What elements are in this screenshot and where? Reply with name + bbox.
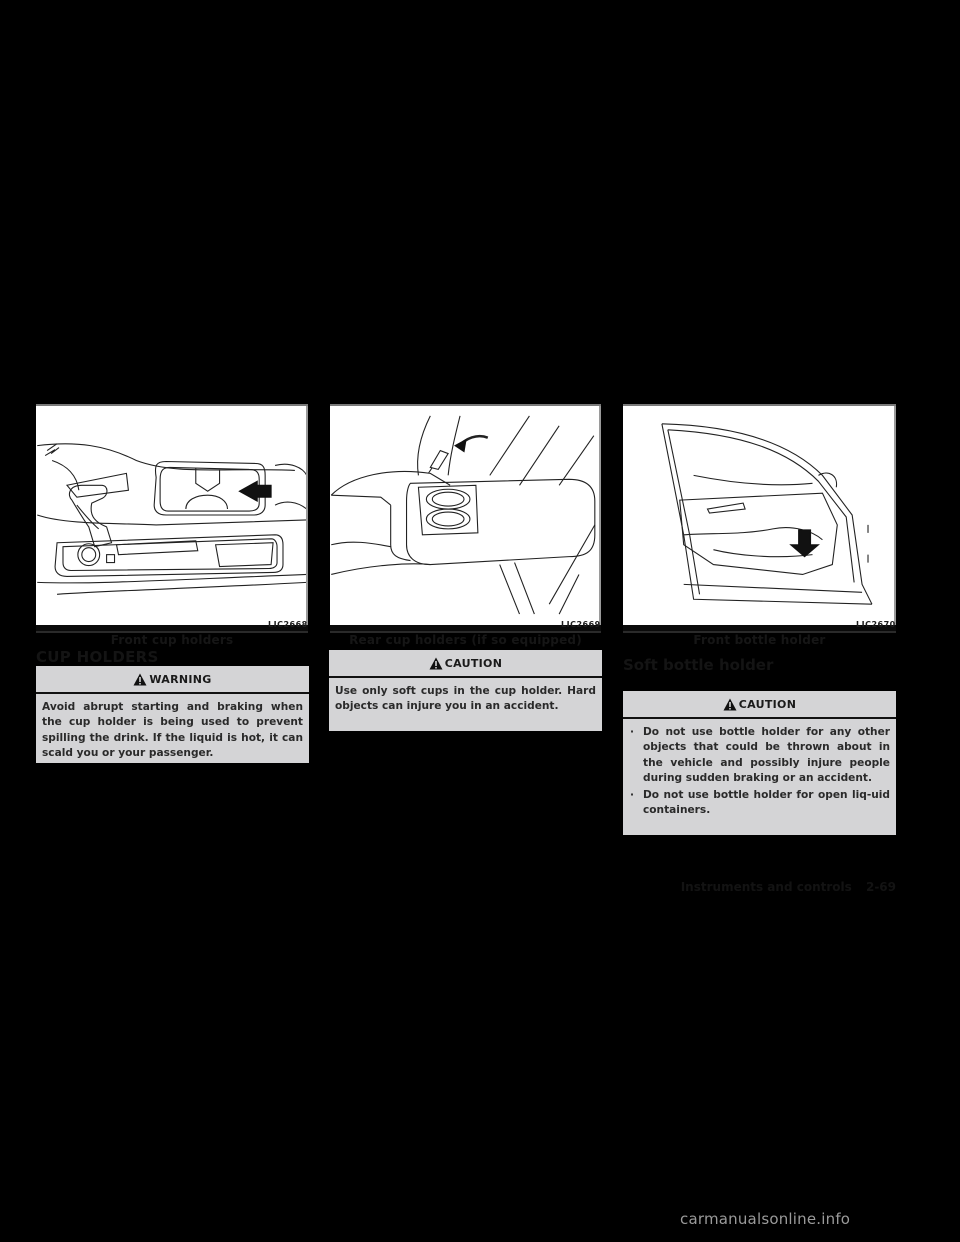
warning-triangle-icon bbox=[133, 673, 147, 686]
figure-frame-edge bbox=[894, 406, 896, 625]
bullet-icon: · bbox=[630, 788, 635, 801]
caution-box-bottle-holder bbox=[623, 691, 896, 835]
warning-box bbox=[36, 666, 309, 763]
caution-text: Use only soft cups in the cup holder. Hard objects can injure you in an accident. bbox=[335, 685, 596, 713]
caution-box-cup-holder bbox=[329, 650, 602, 731]
caution-item-text: Do not use bottle holder for open liq-uid containers. bbox=[643, 788, 890, 817]
bullet-icon: · bbox=[630, 726, 635, 738]
warning-header bbox=[36, 666, 309, 694]
figure-rear-cup-holders bbox=[330, 404, 601, 625]
page-footer bbox=[660, 880, 896, 894]
figure-caption: Rear cup holders (if so equipped) bbox=[349, 633, 582, 647]
figure-caption: Front cup holders bbox=[110, 633, 234, 647]
caution-header bbox=[329, 650, 602, 678]
figure-code: LIC2669 bbox=[561, 620, 601, 629]
caution-header bbox=[623, 691, 896, 719]
section-title-cup-holders: CUP HOLDERS bbox=[36, 648, 159, 666]
watermark-link[interactable]: carmanualsonline.info bbox=[680, 1210, 851, 1228]
figure-front-cup-holders bbox=[36, 404, 308, 625]
figure-code: LIC2670 bbox=[856, 620, 896, 629]
figure-code: LIC2668 bbox=[268, 620, 308, 629]
caution-label: CAUTION bbox=[738, 697, 797, 711]
caution-list-item bbox=[629, 788, 890, 819]
warning-triangle-icon bbox=[429, 657, 443, 670]
section-title-soft-bottle-holder: Soft bottle holder bbox=[623, 656, 774, 674]
caution-list-item bbox=[629, 725, 890, 787]
figure-caption: Front bottle holder bbox=[693, 633, 826, 647]
figure-front-bottle-holder bbox=[623, 404, 896, 625]
footer-section-name: Instruments and controls bbox=[680, 880, 852, 894]
rear-cup-holders-illustration bbox=[330, 406, 601, 625]
warning-text: Avoid abrupt starting and braking when the cup holder is being used to prevent spilling the drink. If the liquid is hot, it can scald you or your passenger. bbox=[42, 701, 303, 760]
caution-item-text: Do not use bottle holder for any other objects that could be thrown about in the vehicle and possibly injure people during sudden braking or an accident. bbox=[643, 726, 890, 785]
caution-list bbox=[623, 719, 896, 826]
front-cup-holders-illustration bbox=[36, 406, 308, 625]
figure-frame-edge bbox=[599, 406, 601, 625]
warning-triangle-icon bbox=[723, 698, 737, 711]
figure-frame-edge bbox=[306, 406, 308, 625]
warning-label: WARNING bbox=[149, 672, 212, 686]
front-bottle-holder-illustration bbox=[623, 406, 896, 625]
page-number: 2-69 bbox=[865, 880, 896, 894]
caution-label: CAUTION bbox=[444, 656, 503, 670]
